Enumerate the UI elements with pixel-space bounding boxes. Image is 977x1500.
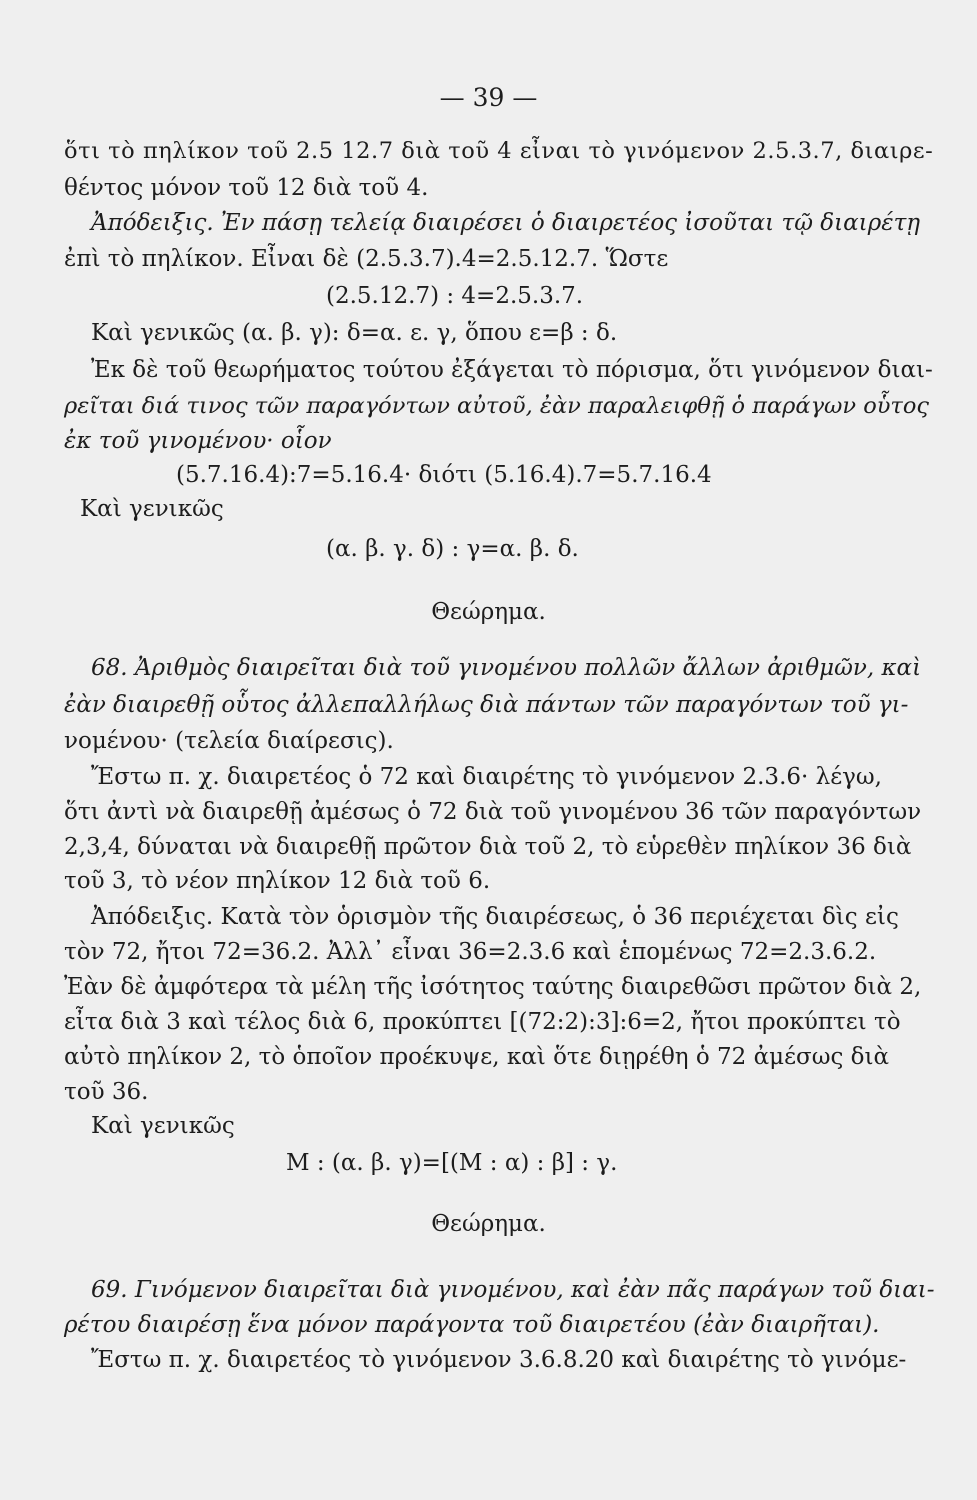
text-line: Ἀπόδειξις. Κατὰ τὸν ὁρισμὸν τῆς διαιρέσεως, ὁ 36 περιέχεται δὶς εἰς: [91, 904, 899, 930]
text-line: Ἔστω π. χ. διαιρετέος ὁ 72 καὶ διαιρέτης τὸ γινόμενον 2.3.6· λέγω,: [91, 764, 882, 790]
equation-line: M : (α. β. γ)=[(M : α) : β] : γ.: [286, 1150, 618, 1176]
text-line: αὐτὸ πηλίκον 2, τὸ ὁποῖον προέκυψε, καὶ ὅτε διῃρέθη ὁ 72 ἀμέσως διὰ: [64, 1044, 890, 1070]
equation-line: (2.5.12.7) : 4=2.5.3.7.: [326, 283, 584, 309]
text-line: τοῦ 3, τὸ νέον πηλίκον 12 διὰ τοῦ 6.: [64, 868, 491, 894]
text-line: Ἐὰν δὲ ἀμφότερα τὰ μέλη τῆς ἰσότητος ταύτης διαιρεθῶσι πρῶτον διὰ 2,: [64, 974, 922, 1000]
text-line: Ἐκ δὲ τοῦ θεωρήματος τούτου ἐξάγεται τὸ πόρισμα, ὅτι γινόμενον διαι-: [91, 357, 933, 383]
text-line: ἐπὶ τὸ πηλίκον. Εἶναι δὲ (2.5.3.7).4=2.5.12.7. Ὥστε: [64, 246, 669, 272]
text-line: τοῦ 36.: [64, 1079, 149, 1105]
text-line: τὸν 72, ἤτοι 72=36.2. Ἀλλ᾽ εἶναι 36=2.3.6 καὶ ἑπομένως 72=2.3.6.2.: [64, 939, 877, 965]
text-line: ἐκ τοῦ γινομένου· οἷον: [64, 428, 332, 454]
text-line: Ἔστω π. χ. διαιρετέος τὸ γινόμενον 3.6.8.20 καὶ διαιρέτης τὸ γινόμε-: [91, 1347, 907, 1373]
text-line: νομένου· (τελεία διαίρεσις).: [64, 728, 394, 754]
text-line: Καὶ γενικῶς: [80, 496, 224, 522]
text-line: 69. Γινόμενον διαιρεῖται διὰ γινομένου, καὶ ἐὰν πᾶς παράγων τοῦ διαι-: [91, 1277, 935, 1303]
theorem-heading: Θεώρημα.: [431, 1211, 546, 1237]
text-line: ἐὰν διαιρεθῇ οὗτος ἀλλεπαλλήλως διὰ πάντων τῶν παραγόντων τοῦ γι-: [64, 692, 909, 718]
text-line: εἶτα διὰ 3 καὶ τέλος διὰ 6, προκύπτει [(72:2):3]:6=2, ἤτοι προκύπτει τὸ: [64, 1009, 901, 1035]
text-line: ρέτου διαιρέσῃ ἕνα μόνον παράγοντα τοῦ διαιρετέου (ἐὰν διαιρῆται).: [64, 1312, 880, 1338]
text-line: ὅτι ἀντὶ νὰ διαιρεθῇ ἀμέσως ὁ 72 διὰ τοῦ γινομένου 36 τῶν παραγόντων: [64, 799, 922, 825]
text-line: 2,3,4, δύναται νὰ διαιρεθῇ πρῶτον διὰ τοῦ 2, τὸ εὑρεθὲν πηλίκον 36 διὰ: [64, 834, 912, 860]
equation-line: (α. β. γ. δ) : γ=α. β. δ.: [326, 536, 579, 562]
page-number: — 39 —: [439, 83, 538, 112]
equation-line: (5.7.16.4):7=5.16.4· διότι (5.16.4).7=5.7.16.4: [176, 462, 712, 488]
text-line: θέντος μόνον τοῦ 12 διὰ τοῦ 4.: [64, 175, 429, 201]
text-line: Καὶ γενικῶς: [91, 1113, 235, 1139]
text-line: ρεῖται διά τινος τῶν παραγόντων αὐτοῦ, ἐὰν παραλειφθῇ ὁ παράγων οὗτος: [64, 393, 930, 419]
equation-line: Καὶ γενικῶς (α. β. γ): δ=α. ε. γ, ὅπου ε=β : δ.: [91, 320, 618, 346]
theorem-heading: Θεώρημα.: [431, 599, 546, 625]
text-line: Ἀπόδειξις. Ἐν πάσῃ τελείᾳ διαιρέσει ὁ διαιρετέος ἰσοῦται τῷ διαιρέτῃ: [91, 210, 921, 236]
text-line: ὅτι τὸ πηλίκον τοῦ 2.5 12.7 διὰ τοῦ 4 εἶναι τὸ γινόμενον 2.5.3.7, διαιρε-: [64, 138, 934, 164]
text-line: 68. Ἀριθμὸς διαιρεῖται διὰ τοῦ γινομένου πολλῶν ἄλλων ἀριθμῶν, καὶ: [91, 655, 922, 681]
